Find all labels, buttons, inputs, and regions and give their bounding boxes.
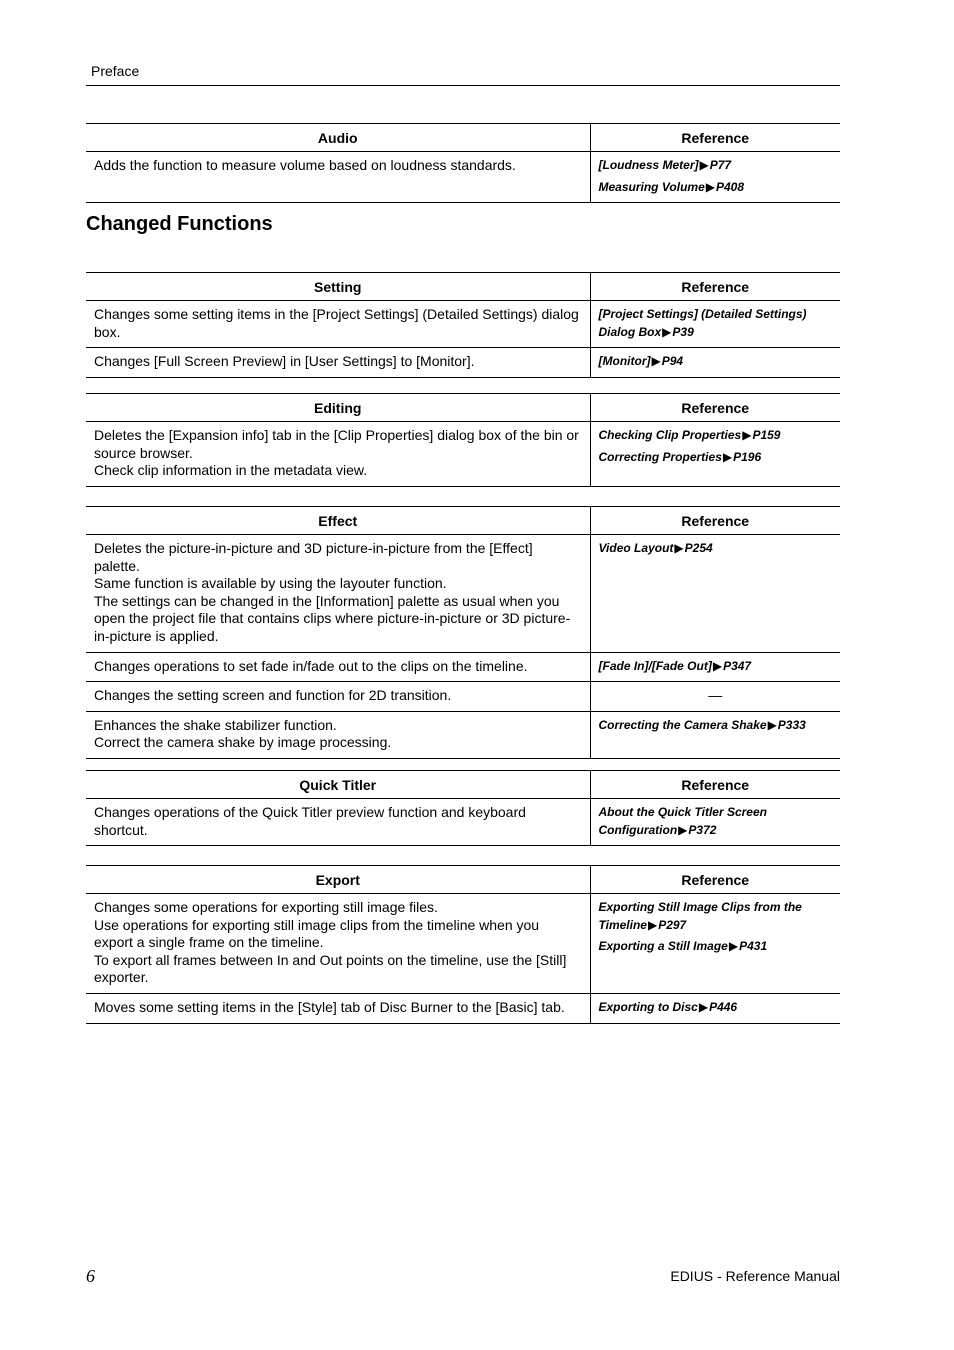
arrow-right-icon: ▶ — [712, 658, 723, 673]
arrow-right-icon: ▶ — [767, 717, 777, 732]
reference-link[interactable] — [599, 999, 833, 1017]
reference-cell — [590, 152, 840, 203]
reference-page: P159 — [752, 428, 781, 442]
arrow-right-icon: ▶ — [699, 158, 709, 172]
table-row — [86, 152, 840, 203]
description-line: Changes operations to set fade in/fade out to the clips on the timeline. — [94, 657, 528, 674]
reference-cell — [590, 348, 840, 378]
reference-page: P372 — [688, 822, 717, 837]
page-header: Preface — [91, 63, 140, 79]
description-cell — [86, 652, 590, 682]
table-row — [86, 422, 840, 487]
table-header-category: Setting — [86, 273, 590, 301]
arrow-right-icon: ▶ — [651, 354, 661, 369]
description-cell — [86, 422, 590, 487]
arrow-right-icon: ▶ — [678, 822, 688, 837]
reference-page: P254 — [684, 541, 713, 555]
reference-cell — [590, 894, 840, 994]
reference-title: [Fade In]/[Fade Out] — [598, 658, 712, 673]
reference-link[interactable] — [599, 353, 833, 371]
reference-link[interactable] — [599, 179, 833, 197]
description-cell — [86, 152, 590, 203]
reference-link[interactable] — [599, 804, 833, 839]
table-header-reference: Reference — [590, 771, 840, 799]
reference-title: Correcting Properties — [598, 449, 722, 464]
reference-title: Exporting Still Image Clips from the Timeline — [598, 900, 802, 932]
no-reference-dash: — — [708, 687, 723, 704]
reference-link[interactable] — [599, 540, 833, 558]
table-row — [86, 682, 840, 712]
reference-link[interactable] — [599, 717, 833, 735]
description-line: Changes the setting screen and function for 2D transition. — [94, 687, 452, 704]
reference-title: Exporting to Disc — [598, 999, 698, 1014]
description-line: Moves some setting items in the [Style] tab of Disc Burner to the [Basic] tab. — [94, 998, 565, 1015]
description-line: To export all frames between In and Out points on the timeline, use the [Still] exporter. — [94, 951, 567, 986]
arrow-right-icon: ▶ — [742, 428, 752, 442]
description-cell — [86, 993, 590, 1023]
reference-title: [Loudness Meter] — [598, 158, 699, 172]
description-cell — [86, 535, 590, 653]
table-header-reference: Reference — [590, 866, 840, 894]
table-row — [86, 301, 840, 348]
page-number: 6 — [86, 1266, 95, 1286]
description-line: Deletes the [Expansion info] tab in the [Clip Properties] dialog box of the bin or source browser. — [94, 427, 579, 461]
reference-page: P347 — [723, 658, 752, 673]
reference-page: P333 — [777, 717, 806, 732]
reference-page: P297 — [658, 917, 687, 932]
reference-title: Measuring Volume — [598, 179, 705, 194]
editing-table — [86, 393, 840, 487]
reference-cell — [590, 422, 840, 487]
footer-title: EDIUS - Reference Manual — [670, 1268, 840, 1284]
reference-page: P196 — [733, 449, 762, 464]
reference-page: P39 — [672, 324, 694, 339]
arrow-right-icon: ▶ — [728, 939, 739, 954]
description-cell — [86, 348, 590, 378]
reference-cell — [590, 682, 840, 712]
table-row — [86, 799, 840, 846]
reference-page: P408 — [715, 179, 745, 194]
reference-cell — [590, 652, 840, 682]
reference-page: P77 — [709, 158, 732, 172]
table-header-category: Effect — [86, 507, 590, 535]
reference-title: [Project Settings] (Detailed Settings) Dialog Box — [598, 307, 807, 339]
description-line: Changes some setting items in the [Project Settings] (Detailed Settings) dialog box. — [94, 306, 579, 340]
table-row — [86, 652, 840, 682]
description-line: Deletes the picture-in-picture and 3D picture-in-picture from the [Effect] palette. — [94, 540, 533, 574]
header-divider — [86, 85, 840, 86]
description-line: Correct the camera shake by image processing. — [94, 734, 392, 751]
reference-page: P446 — [709, 999, 738, 1014]
description-line: Check clip information in the metadata view. — [94, 462, 368, 479]
description-line: The settings can be changed in the [Information] palette as usual when you open the project file that contains clips where picture-in-picture or 3D picture-in-picture is applied. — [94, 592, 571, 644]
reference-cell — [590, 301, 840, 348]
export-table — [86, 865, 840, 1024]
reference-page: P94 — [661, 354, 684, 369]
arrow-right-icon: ▶ — [698, 999, 709, 1014]
audio-table — [86, 123, 840, 203]
description-line: Changes [Full Screen Preview] in [User Settings] to [Monitor]. — [94, 353, 475, 370]
reference-cell — [590, 711, 840, 758]
table-header-reference: Reference — [590, 507, 840, 535]
reference-title: Correcting the Camera Shake — [598, 717, 767, 732]
reference-link[interactable] — [599, 899, 833, 934]
description-line: Adds the function to measure volume based on loudness standards. — [94, 157, 516, 173]
section-heading: Changed Functions — [86, 213, 273, 235]
table-header-category: Quick Titler — [86, 771, 590, 799]
reference-link[interactable] — [599, 427, 833, 445]
table-row — [86, 993, 840, 1023]
arrow-right-icon: ▶ — [662, 324, 672, 339]
description-line: Changes some operations for exporting still image files. — [94, 899, 438, 915]
reference-title: [Monitor] — [598, 354, 651, 369]
reference-link[interactable] — [599, 157, 833, 175]
table-row — [86, 348, 840, 378]
table-header-category: Audio — [86, 124, 590, 152]
table-header-reference: Reference — [590, 273, 840, 301]
table-row — [86, 894, 840, 994]
table-header-category: Editing — [86, 394, 590, 422]
description-cell — [86, 682, 590, 712]
arrow-right-icon: ▶ — [705, 179, 715, 194]
description-line: Enhances the shake stabilizer function. — [94, 716, 337, 733]
reference-link[interactable] — [599, 938, 833, 956]
reference-cell — [590, 993, 840, 1023]
table-row — [86, 535, 840, 653]
reference-link[interactable] — [599, 658, 833, 676]
table-header-category: Export — [86, 866, 590, 894]
description-line: Same function is available by using the layouter function. — [94, 575, 447, 592]
table-header-reference: Reference — [590, 394, 840, 422]
reference-link[interactable] — [599, 306, 833, 341]
table-header-reference: Reference — [590, 124, 840, 152]
reference-cell — [590, 535, 840, 653]
description-line: Use operations for exporting still image clips from the timeline when you export a single frame on the timeline. — [94, 916, 540, 951]
arrow-right-icon: ▶ — [674, 541, 684, 555]
reference-title: About the Quick Titler Screen Configuration — [598, 805, 767, 837]
description-cell — [86, 711, 590, 758]
description-cell — [86, 301, 590, 348]
arrow-right-icon: ▶ — [647, 917, 658, 932]
description-line: Changes operations of the Quick Titler preview function and keyboard shortcut. — [94, 804, 526, 838]
reference-cell — [590, 799, 840, 846]
reference-title: Video Layout — [598, 541, 674, 555]
reference-page: P431 — [739, 939, 768, 954]
description-cell — [86, 894, 590, 994]
effect-table — [86, 506, 840, 759]
reference-title: Exporting a Still Image — [598, 939, 728, 954]
setting-table — [86, 272, 840, 378]
arrow-right-icon: ▶ — [722, 449, 733, 464]
description-cell — [86, 799, 590, 846]
reference-link[interactable] — [599, 449, 833, 467]
reference-title: Checking Clip Properties — [598, 428, 742, 442]
table-row — [86, 711, 840, 758]
quick-titler-table — [86, 770, 840, 846]
